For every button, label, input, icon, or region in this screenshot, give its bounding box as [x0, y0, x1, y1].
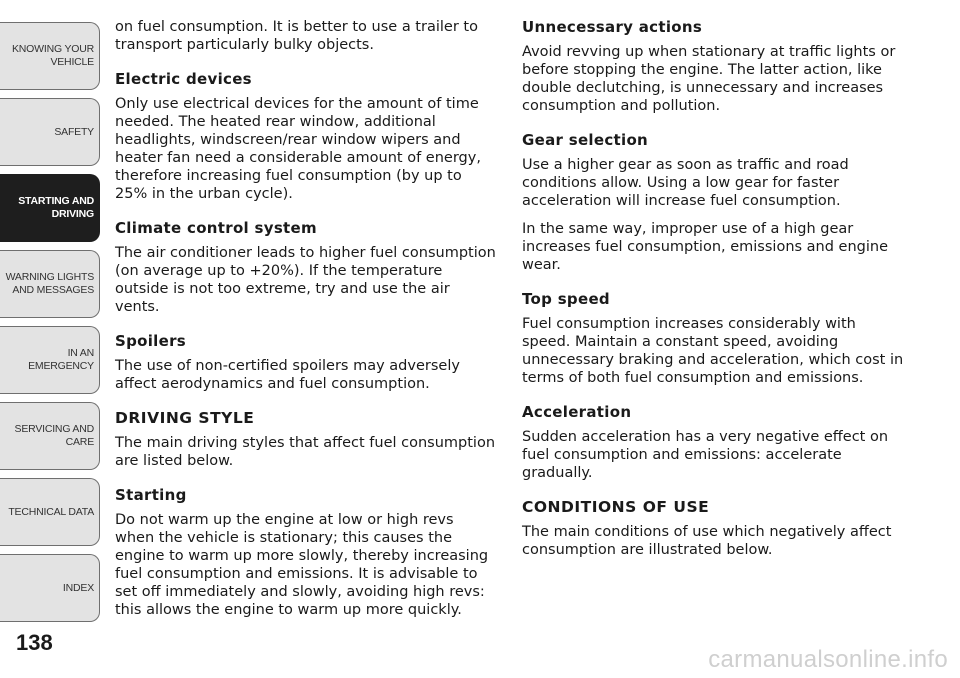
chapter-sidebar — [0, 22, 100, 630]
section-heading-driving-style: DRIVING STYLE — [115, 409, 255, 427]
tab-label: SERVICING AND CARE — [14, 423, 94, 448]
tab-label: WARNING LIGHTS AND MESSAGES — [5, 271, 94, 296]
paragraph-gear-selection-1: Use a higher gear as soon as traffic and road conditions allow. Using a low gear for faster acceleration will increase fuel consumption. — [522, 157, 849, 209]
tab-servicing-and-care[interactable] — [0, 402, 100, 470]
tab-label: INDEX — [62, 581, 94, 594]
tab-warning-lights[interactable] — [0, 250, 100, 318]
paragraph-climate-control: The air conditioner leads to higher fuel consumption (on average up to +20%). If the temperature outside is not too extreme, try and use the air vents. — [115, 245, 496, 315]
tab-label: TECHNICAL DATA — [8, 505, 94, 518]
section-heading-electric-devices: Electric devices — [115, 70, 252, 88]
paragraph-acceleration: Sudden acceleration has a very negative effect on fuel consumption and emissions: accelerate gradually. — [522, 429, 889, 481]
paragraph-spoilers: The use of non-certified spoilers may adversely affect aerodynamics and fuel consumption. — [115, 358, 460, 392]
section-heading-climate-control: Climate control system — [115, 219, 317, 237]
tab-knowing-your-vehicle[interactable] — [0, 22, 100, 90]
paragraph-starting: Do not warm up the engine at low or high revs when the vehicle is stationary; this causes the engine to warm up more slowly, thereby increasing fuel consumption and emissions. It is advisable to set off immediately and slowly, avoiding high revs: this allows the engine to warm up more quickly. — [115, 512, 489, 618]
tab-index[interactable] — [0, 554, 100, 622]
section-heading-top-speed: Top speed — [522, 290, 610, 308]
tab-starting-and-driving[interactable] — [0, 174, 100, 242]
tab-in-an-emergency[interactable] — [0, 326, 100, 394]
paragraph-gear-selection-2: In the same way, improper use of a high gear increases fuel consumption, emissions and engine wear. — [522, 221, 889, 273]
section-heading-conditions-of-use: CONDITIONS OF USE — [522, 498, 710, 516]
tab-label: STARTING AND DRIVING — [18, 195, 94, 220]
section-heading-unnecessary-actions: Unnecessary actions — [522, 18, 703, 36]
section-heading-acceleration: Acceleration — [522, 403, 632, 421]
section-heading-spoilers: Spoilers — [115, 332, 187, 350]
tab-safety[interactable] — [0, 98, 100, 166]
intro-paragraph: on fuel consumption. It is better to use a trailer to transport particularly bulky objects. — [115, 19, 478, 53]
paragraph-electric-devices: Only use electrical devices for the amount of time needed. The heated rear window, additional headlights, windscreen/rear window wipers and heater fan need a considerable amount of energy, therefore increasing fuel consumption (by up to 25% in the urban cycle). — [115, 96, 481, 202]
section-heading-gear-selection: Gear selection — [522, 131, 649, 149]
tab-label: KNOWING YOUR VEHICLE — [12, 43, 94, 68]
left-column — [115, 18, 497, 629]
tab-label: SAFETY — [54, 125, 94, 138]
watermark: carmanualsonline.info — [708, 646, 948, 673]
paragraph-conditions-of-use: The main conditions of use which negatively affect consumption are illustrated below. — [522, 524, 892, 558]
page-number: 138 — [16, 630, 53, 655]
paragraph-driving-style: The main driving styles that affect fuel consumption are listed below. — [115, 435, 496, 469]
section-heading-starting: Starting — [115, 486, 187, 504]
right-column — [522, 18, 904, 569]
paragraph-unnecessary-actions: Avoid revving up when stationary at traffic lights or before stopping the engine. The latter action, like double declutching, is unnecessary and increases consumption and pollution. — [522, 44, 896, 114]
tab-label: IN AN EMERGENCY — [28, 347, 94, 372]
paragraph-top-speed: Fuel consumption increases considerably with speed. Maintain a constant speed, avoiding unnecessary braking and acceleration, which cost in terms of both fuel consumption and emissions. — [522, 316, 904, 386]
tab-technical-data[interactable] — [0, 478, 100, 546]
